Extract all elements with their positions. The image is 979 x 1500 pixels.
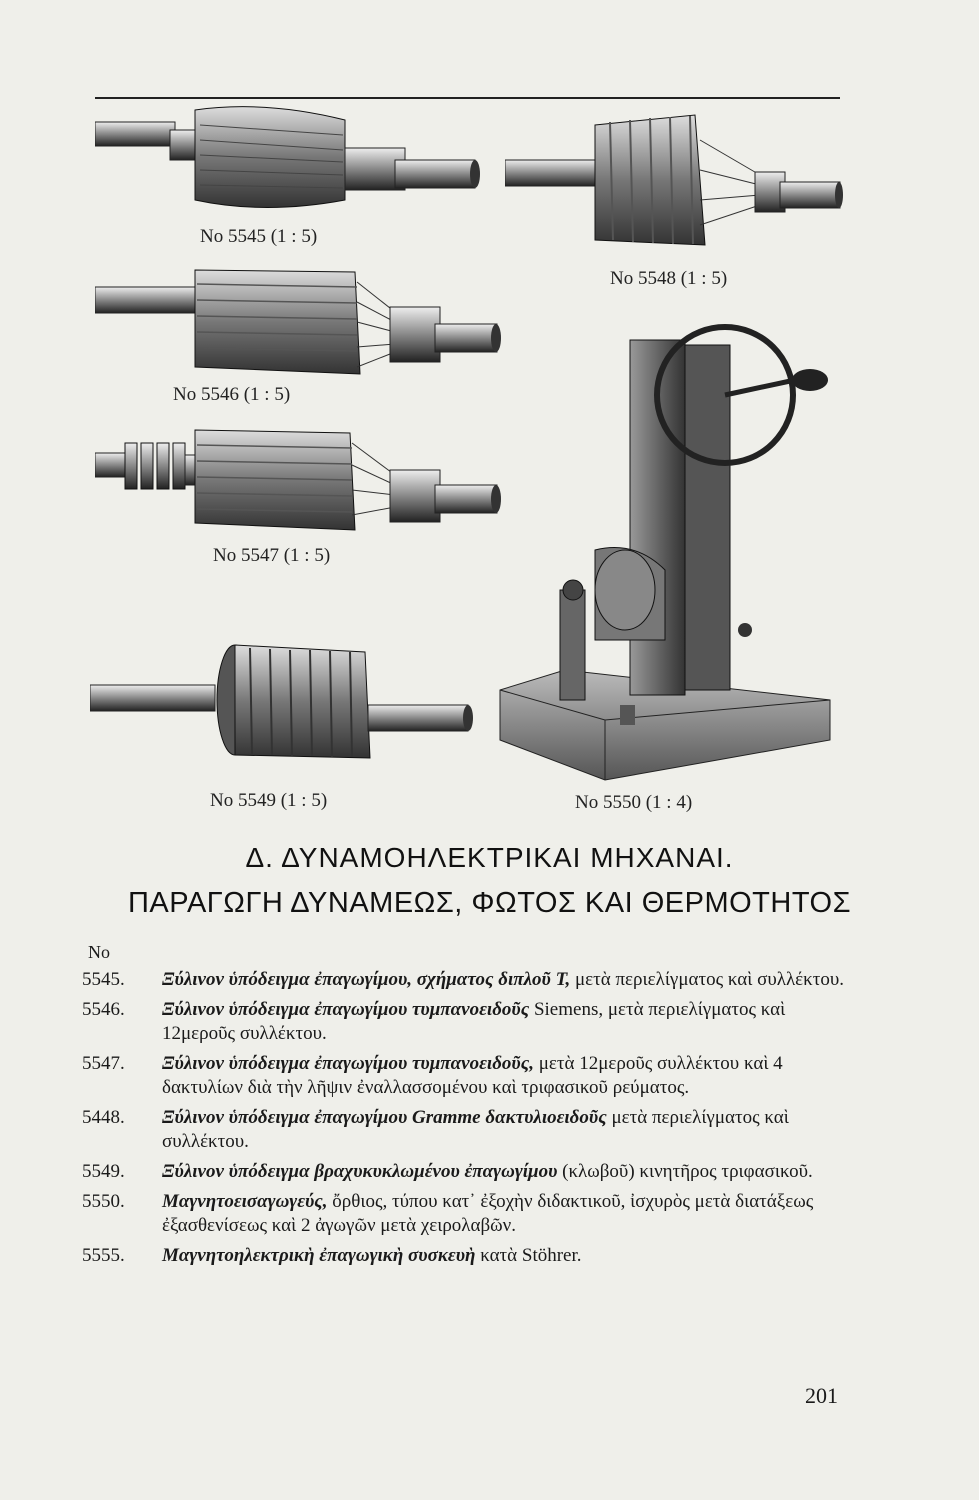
- entry-text: [162, 1052, 852, 1100]
- list-item: [82, 1190, 852, 1238]
- entry-title: Ξύλινον ὑπόδειγμα βραχυκυκλωμένου ἐπαγωγίμου: [162, 1161, 558, 1182]
- entry-title: Ξύλινον ὑπόδειγμα ἐπαγωγίμου τυμπανοειδοῦς,: [162, 1053, 534, 1074]
- caption-5549: Νο 5549 (1 : 5): [210, 790, 328, 811]
- entry-title: Μαγνητοεισαγωγεύς,: [162, 1191, 328, 1212]
- caption-5547: Νο 5547 (1 : 5): [213, 545, 331, 566]
- armature-5547-illustration: [95, 425, 505, 540]
- list-item: [82, 1052, 852, 1100]
- list-item: [82, 1160, 852, 1184]
- entry-number: 5549.: [82, 1161, 125, 1182]
- list-item: [82, 968, 852, 992]
- armature-5548-illustration: [505, 110, 845, 250]
- caption-5545: Νο 5545 (1 : 5): [200, 226, 318, 247]
- figure-armature-5545: [95, 100, 485, 247]
- entry-number: 5550.: [82, 1191, 125, 1212]
- section-heading: Δ. ΔΥΝΑΜΟΗΛΕΚΤΡΙΚΑΙ ΜΗΧΑΝΑΙ.: [245, 842, 734, 873]
- catalog-entries: [82, 968, 852, 1274]
- figure-armature-5549: [90, 640, 475, 811]
- caption-5548: Νο 5548 (1 : 5): [610, 268, 728, 289]
- figure-armature-5548: [505, 110, 845, 289]
- list-item: [82, 1244, 852, 1268]
- page-number: 201: [805, 1383, 838, 1408]
- list-header-no: Νο: [88, 942, 110, 962]
- entry-text: [162, 1190, 852, 1238]
- armature-5545-illustration: [95, 100, 485, 220]
- caption-5550: Νο 5550 (1 : 4): [575, 792, 693, 813]
- entry-text: [162, 1106, 852, 1154]
- caption-5546: Νο 5546 (1 : 5): [173, 384, 291, 405]
- entry-description: μετὰ περιελίγματος καὶ συλλέκτου.: [570, 969, 845, 990]
- entry-description: (κλωβοῦ) κινητῆρος τριφασικοῦ.: [557, 1161, 813, 1182]
- entry-title: Μαγνητοηλεκτρικὴ ἐπαγωγικὴ συσκευὴ: [162, 1245, 476, 1266]
- figure-magneto-5550: [495, 300, 840, 813]
- entry-number: 5546.: [82, 999, 125, 1020]
- entry-text: [162, 1160, 852, 1184]
- list-item: [82, 998, 852, 1046]
- armature-5546-illustration: [95, 262, 505, 382]
- entry-text: [162, 998, 852, 1046]
- entry-description: μετὰ περιελίγματος καὶ συλλέκτου.: [162, 1107, 789, 1152]
- figure-armature-5546: [95, 262, 505, 405]
- magneto-5550-illustration: [495, 300, 840, 785]
- entry-number: 5547.: [82, 1053, 125, 1074]
- armature-5549-illustration: [90, 640, 475, 765]
- entry-description: ὄρθιος, τύπου κατ᾽ ἐξοχὴν διδακτικοῦ, ἰσχυρὸς μετὰ διατάξεως ἐξασθενίσεως καὶ 2 ἀγωγῶν μετὰ χειρολαβῶν.: [162, 1191, 814, 1236]
- entry-description: κατὰ Stöhrer.: [475, 1245, 582, 1266]
- entry-number: 5555.: [82, 1245, 125, 1266]
- entry-title: Ξύλινον ὑπόδειγμα ἐπαγωγίμου τυμπανοειδοῦς: [162, 999, 530, 1020]
- figure-armature-5547: [95, 425, 505, 566]
- entry-text: [162, 1244, 852, 1268]
- list-item: [82, 1106, 852, 1154]
- entry-title: Ξύλινον ὑπόδειγμα ἐπαγωγίμου Gramme δακτυλιοειδοῦς: [162, 1107, 607, 1128]
- entry-number: 5545.: [82, 969, 125, 990]
- entry-title: Ξύλινον ὑπόδειγμα ἐπαγωγίμου, σχήματος διπλοῦ T,: [162, 969, 571, 990]
- section-subheading: ΠΑΡΑΓΩΓΗ ΔΥΝΑΜΕΩΣ, ΦΩΤΟΣ ΚΑΙ ΘΕΡΜΟΤΗΤΟΣ: [127, 887, 852, 919]
- entry-description: Siemens, μετὰ περιελίγματος καὶ 12μεροῦς συλλέκτου.: [162, 999, 786, 1044]
- entry-number: 5448.: [82, 1107, 125, 1128]
- top-rule: [95, 97, 840, 99]
- entry-description: μετὰ 12μεροῦς συλλέκτου καὶ 4 δακτυλίων διὰ τὴν λῆψιν ἐναλλασσομένου καὶ τριφασικοῦ ρεύματος.: [162, 1053, 783, 1098]
- entry-text: [162, 968, 852, 992]
